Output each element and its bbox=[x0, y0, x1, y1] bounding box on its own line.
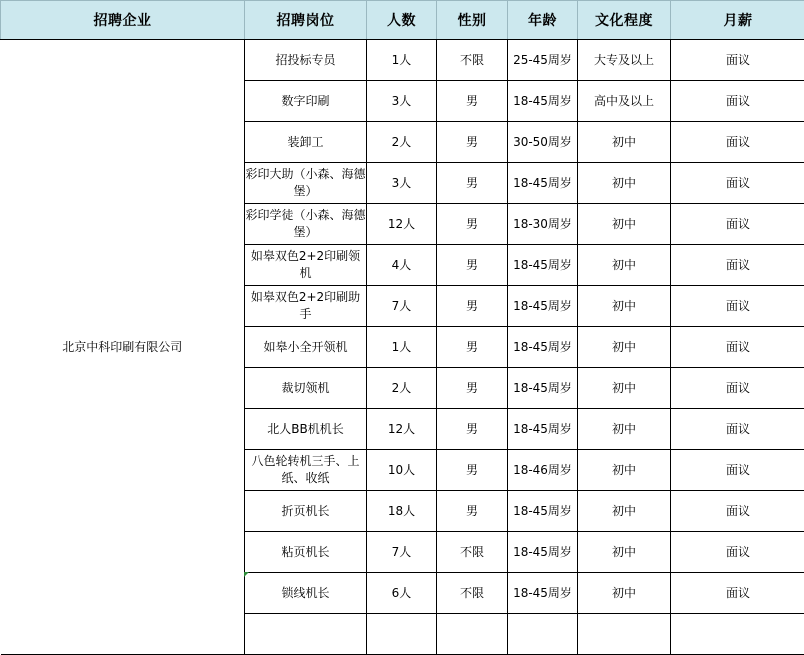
position-text: 粘页机长 bbox=[281, 544, 329, 561]
gender-cell[interactable]: 男 bbox=[437, 163, 508, 204]
position-cell[interactable] bbox=[245, 450, 367, 491]
education-cell[interactable]: 初中 bbox=[578, 245, 671, 286]
position-cell[interactable] bbox=[245, 81, 367, 122]
education-cell[interactable]: 大专及以上 bbox=[578, 40, 671, 81]
header-education: 文化程度 bbox=[578, 1, 671, 40]
education-cell[interactable]: 初中 bbox=[578, 122, 671, 163]
count-cell[interactable]: 1人 bbox=[367, 327, 437, 368]
empty-cell[interactable] bbox=[367, 614, 437, 655]
gender-cell[interactable]: 男 bbox=[437, 286, 508, 327]
salary-cell[interactable]: 面议 bbox=[671, 491, 804, 532]
position-text: 招投标专员 bbox=[275, 52, 335, 69]
age-cell[interactable]: 25-45周岁 bbox=[508, 40, 578, 81]
position-text: 如皋双色2+2印刷领机 bbox=[245, 248, 366, 282]
salary-cell[interactable]: 面议 bbox=[671, 532, 804, 573]
age-cell[interactable]: 18-46周岁 bbox=[508, 450, 578, 491]
salary-cell[interactable]: 面议 bbox=[671, 204, 804, 245]
count-cell[interactable]: 2人 bbox=[367, 122, 437, 163]
position-cell[interactable] bbox=[245, 245, 367, 286]
position-cell[interactable] bbox=[245, 327, 367, 368]
age-cell[interactable]: 18-45周岁 bbox=[508, 409, 578, 450]
gender-cell[interactable]: 男 bbox=[437, 409, 508, 450]
header-company: 招聘企业 bbox=[1, 1, 245, 40]
count-cell[interactable]: 10人 bbox=[367, 450, 437, 491]
count-cell[interactable]: 7人 bbox=[367, 286, 437, 327]
gender-cell[interactable]: 男 bbox=[437, 245, 508, 286]
salary-cell[interactable]: 面议 bbox=[671, 450, 804, 491]
position-text: 锁线机长 bbox=[281, 585, 329, 602]
gender-cell[interactable]: 男 bbox=[437, 450, 508, 491]
education-cell[interactable]: 初中 bbox=[578, 286, 671, 327]
empty-cell[interactable] bbox=[245, 614, 367, 655]
salary-cell[interactable]: 面议 bbox=[671, 573, 804, 614]
position-cell[interactable] bbox=[245, 122, 367, 163]
age-cell[interactable]: 18-45周岁 bbox=[508, 532, 578, 573]
age-cell[interactable]: 18-45周岁 bbox=[508, 368, 578, 409]
position-text: 折页机长 bbox=[281, 503, 329, 520]
gender-cell[interactable]: 男 bbox=[437, 204, 508, 245]
education-cell[interactable]: 初中 bbox=[578, 368, 671, 409]
position-cell[interactable] bbox=[245, 204, 367, 245]
position-text: 数字印刷 bbox=[281, 93, 329, 110]
education-cell[interactable]: 初中 bbox=[578, 450, 671, 491]
position-text: 北人BB机机长 bbox=[267, 421, 343, 438]
gender-cell[interactable]: 男 bbox=[437, 491, 508, 532]
gender-cell[interactable]: 不限 bbox=[437, 532, 508, 573]
salary-cell[interactable]: 面议 bbox=[671, 286, 804, 327]
position-cell[interactable] bbox=[245, 573, 367, 614]
table-row bbox=[1, 40, 804, 81]
count-cell[interactable]: 12人 bbox=[367, 204, 437, 245]
count-cell[interactable]: 7人 bbox=[367, 532, 437, 573]
education-cell[interactable]: 初中 bbox=[578, 573, 671, 614]
education-cell[interactable]: 初中 bbox=[578, 491, 671, 532]
position-text: 如皋小全开领机 bbox=[263, 339, 347, 356]
salary-cell[interactable]: 面议 bbox=[671, 122, 804, 163]
education-cell[interactable]: 高中及以上 bbox=[578, 81, 671, 122]
position-text: 彩印学徒（小森、海德堡） bbox=[245, 207, 366, 241]
salary-cell[interactable]: 面议 bbox=[671, 40, 804, 81]
position-text: 八色轮转机三手、上纸、收纸 bbox=[245, 453, 366, 487]
salary-cell[interactable]: 面议 bbox=[671, 327, 804, 368]
count-cell[interactable]: 18人 bbox=[367, 491, 437, 532]
count-cell[interactable]: 3人 bbox=[367, 163, 437, 204]
count-cell[interactable]: 2人 bbox=[367, 368, 437, 409]
age-cell[interactable]: 18-45周岁 bbox=[508, 327, 578, 368]
position-cell[interactable] bbox=[245, 532, 367, 573]
count-cell[interactable]: 1人 bbox=[367, 40, 437, 81]
cell-comment-marker bbox=[244, 572, 249, 577]
position-cell[interactable] bbox=[245, 163, 367, 204]
gender-cell[interactable]: 不限 bbox=[437, 40, 508, 81]
age-cell[interactable]: 18-45周岁 bbox=[508, 491, 578, 532]
education-cell[interactable]: 初中 bbox=[578, 204, 671, 245]
position-cell[interactable] bbox=[245, 409, 367, 450]
salary-cell[interactable]: 面议 bbox=[671, 245, 804, 286]
gender-cell[interactable]: 男 bbox=[437, 368, 508, 409]
education-cell[interactable]: 初中 bbox=[578, 163, 671, 204]
salary-cell[interactable]: 面议 bbox=[671, 368, 804, 409]
header-salary: 月薪 bbox=[671, 1, 804, 40]
count-cell[interactable]: 3人 bbox=[367, 81, 437, 122]
position-text: 装卸工 bbox=[287, 134, 323, 151]
empty-cell[interactable] bbox=[437, 614, 508, 655]
empty-cell[interactable] bbox=[508, 614, 578, 655]
age-cell[interactable]: 18-45周岁 bbox=[508, 163, 578, 204]
age-cell[interactable]: 18-45周岁 bbox=[508, 286, 578, 327]
gender-cell[interactable]: 男 bbox=[437, 327, 508, 368]
position-text: 彩印大助（小森、海德堡） bbox=[245, 166, 366, 200]
salary-cell[interactable]: 面议 bbox=[671, 409, 804, 450]
empty-cell[interactable] bbox=[578, 614, 671, 655]
salary-cell[interactable]: 面议 bbox=[671, 81, 804, 122]
count-cell[interactable]: 6人 bbox=[367, 573, 437, 614]
age-cell[interactable]: 18-45周岁 bbox=[508, 573, 578, 614]
empty-cell[interactable] bbox=[671, 614, 804, 655]
age-cell[interactable]: 30-50周岁 bbox=[508, 122, 578, 163]
gender-cell[interactable]: 男 bbox=[437, 122, 508, 163]
gender-cell[interactable]: 男 bbox=[437, 81, 508, 122]
header-row bbox=[1, 1, 804, 40]
gender-cell[interactable]: 不限 bbox=[437, 573, 508, 614]
position-text: 裁切领机 bbox=[281, 380, 329, 397]
position-cell[interactable] bbox=[245, 368, 367, 409]
education-cell[interactable]: 初中 bbox=[578, 327, 671, 368]
age-cell[interactable]: 18-30周岁 bbox=[508, 204, 578, 245]
count-cell[interactable]: 4人 bbox=[367, 245, 437, 286]
education-cell[interactable]: 初中 bbox=[578, 409, 671, 450]
count-cell[interactable]: 12人 bbox=[367, 409, 437, 450]
header-count: 人数 bbox=[367, 1, 437, 40]
position-cell[interactable] bbox=[245, 286, 367, 327]
header-position: 招聘岗位 bbox=[245, 1, 367, 40]
position-cell[interactable] bbox=[245, 491, 367, 532]
salary-cell[interactable]: 面议 bbox=[671, 163, 804, 204]
education-cell[interactable]: 初中 bbox=[578, 532, 671, 573]
header-gender: 性别 bbox=[437, 1, 508, 40]
age-cell[interactable]: 18-45周岁 bbox=[508, 245, 578, 286]
age-cell[interactable]: 18-45周岁 bbox=[508, 81, 578, 122]
position-text: 如皋双色2+2印刷助手 bbox=[245, 289, 366, 323]
position-cell[interactable] bbox=[245, 40, 367, 81]
header-age: 年龄 bbox=[508, 1, 578, 40]
company-cell[interactable]: 北京中科印刷有限公司 bbox=[1, 40, 245, 655]
